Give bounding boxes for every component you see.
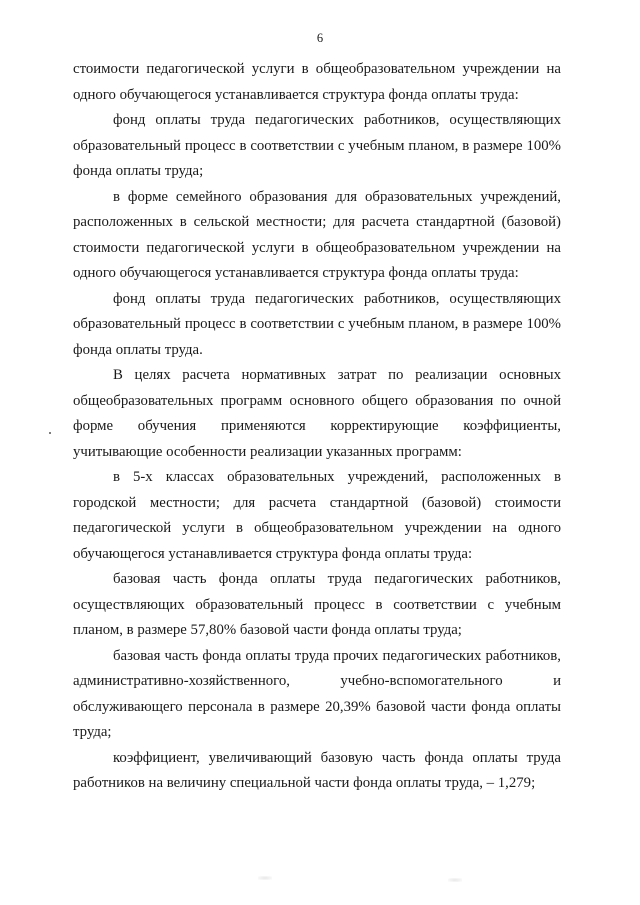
paragraph: коэффициент, увеличивающий базовую часть фонда оплаты труда работников на величину специальной части фонда оплаты труда, – 1,279;	[73, 749, 561, 791]
paragraph: фонд оплаты труда педагогических работников, осуществляющих образовательный процесс в соответствии с учебным планом, в размере 100% фонда оплаты труда.	[73, 290, 561, 358]
scan-artifact-dot	[49, 432, 51, 434]
paragraph: базовая часть фонда оплаты труда педагогических работников, осуществляющих образовательный процесс в соответствии с учебным планом, в размере 57,80% базовой части фонда оплаты труда;	[73, 571, 561, 638]
document-body	[73, 57, 561, 797]
scan-artifact-speck	[448, 878, 462, 882]
paragraph-continuation: стоимости педагогической услуги в общеобразовательном учреждении на одного обучающегося устанавливается структура фонда оплаты труда:	[73, 61, 561, 103]
scan-artifact-speck	[258, 876, 272, 880]
paragraph: фонд оплаты труда педагогических работников, осуществляющих образовательный процесс в соответствии с учебным планом, в размере 100% фонда оплаты труда;	[73, 112, 561, 179]
paragraph: базовая часть фонда оплаты труда прочих педагогических работников, административно-хозяйственного, учебно-вспомогательного и обслуживающего персонала в размере 20,39% базовой части фонда оплаты труда;	[73, 647, 561, 740]
paragraph: в форме семейного образования для образовательных учреждений, расположенных в сельской местности; для расчета стандартной (базовой) стоимости педагогической услуги в общеобразовательном учреждении на одного обучающегося устанавливается структура фонда оплаты труда:	[73, 188, 561, 281]
page-number: 6	[316, 31, 324, 45]
paragraph: В целях расчета нормативных затрат по реализации основных общеобразовательных программ основного общего образования по очной форме обучения применяются корректирующие коэффициенты, учитывающие особенности реализации указанных программ:	[73, 367, 561, 460]
paragraph: в 5-х классах образовательных учреждений, расположенных в городской местности; для расчета стандартной (базовой) стоимости педагогической услуги в общеобразовательном учреждении на одного обучающегося устанавливается структура фонда оплаты труда:	[73, 469, 561, 562]
